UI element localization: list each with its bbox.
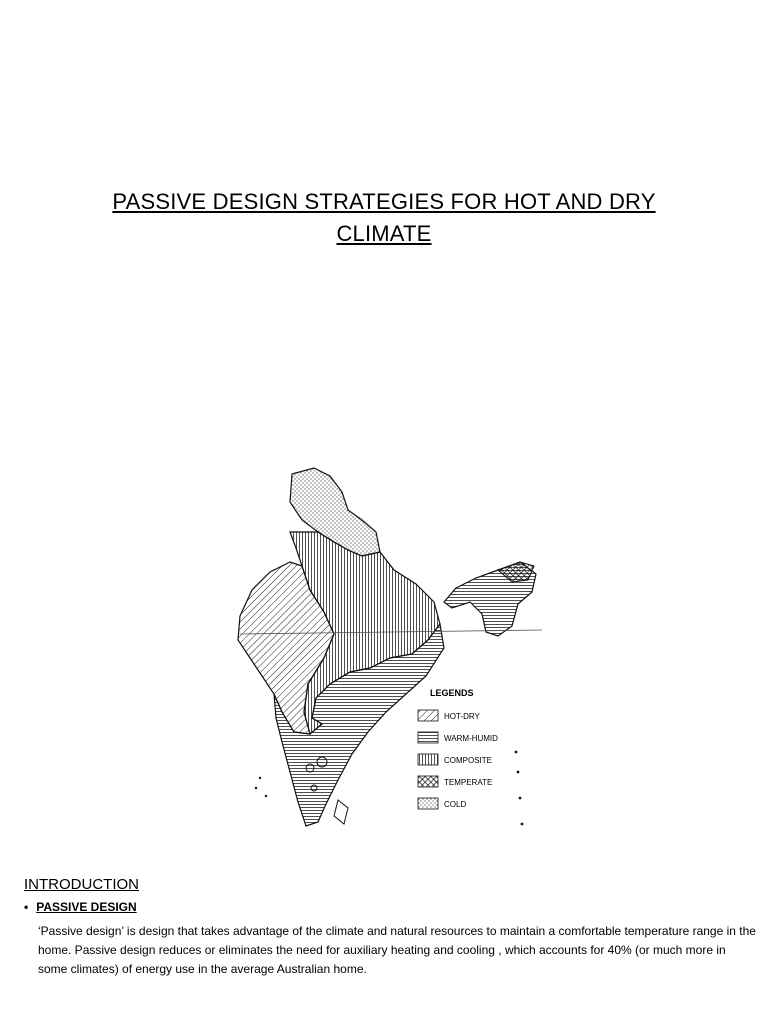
intro-paragraph: ‘Passive design’ is design that takes advantage of the climate and natural resources to maintain a comfortable temperature range in the home. Passive design reduces or eliminates the need for auxiliary heating and cooling , which accounts for 40% (or much more in some climates) of energy use in the average Australian home. xyxy=(38,924,756,976)
map-legend xyxy=(418,688,498,809)
bullet-glyph: • xyxy=(24,900,29,914)
legend-label-hot-dry: HOT-DRY xyxy=(444,712,480,721)
india-climate-map xyxy=(230,462,550,842)
legend-label-warm-humid: WARM-HUMID xyxy=(444,734,498,743)
legend-label-cold: COLD xyxy=(444,800,467,809)
legend-label-temperate: TEMPERATE xyxy=(444,778,493,787)
legend-item-hot-dry xyxy=(418,710,481,721)
legend-item-cold xyxy=(418,798,466,809)
bullet-label: PASSIVE DESIGN xyxy=(36,900,137,914)
bullet-passive-design xyxy=(24,900,137,914)
page-title xyxy=(0,186,768,250)
legend-item-composite xyxy=(418,754,492,765)
legend-item-temperate xyxy=(418,776,492,787)
legend-label-composite: COMPOSITE xyxy=(444,756,493,765)
title-line-1: PASSIVE DESIGN STRATEGIES FOR HOT AND DRY xyxy=(112,189,656,214)
legend-item-warm-humid xyxy=(418,732,498,743)
intro-heading: INTRODUCTION xyxy=(24,876,139,893)
title-line-2: CLIMATE xyxy=(336,221,432,246)
legend-title: LEGENDS xyxy=(430,688,474,698)
